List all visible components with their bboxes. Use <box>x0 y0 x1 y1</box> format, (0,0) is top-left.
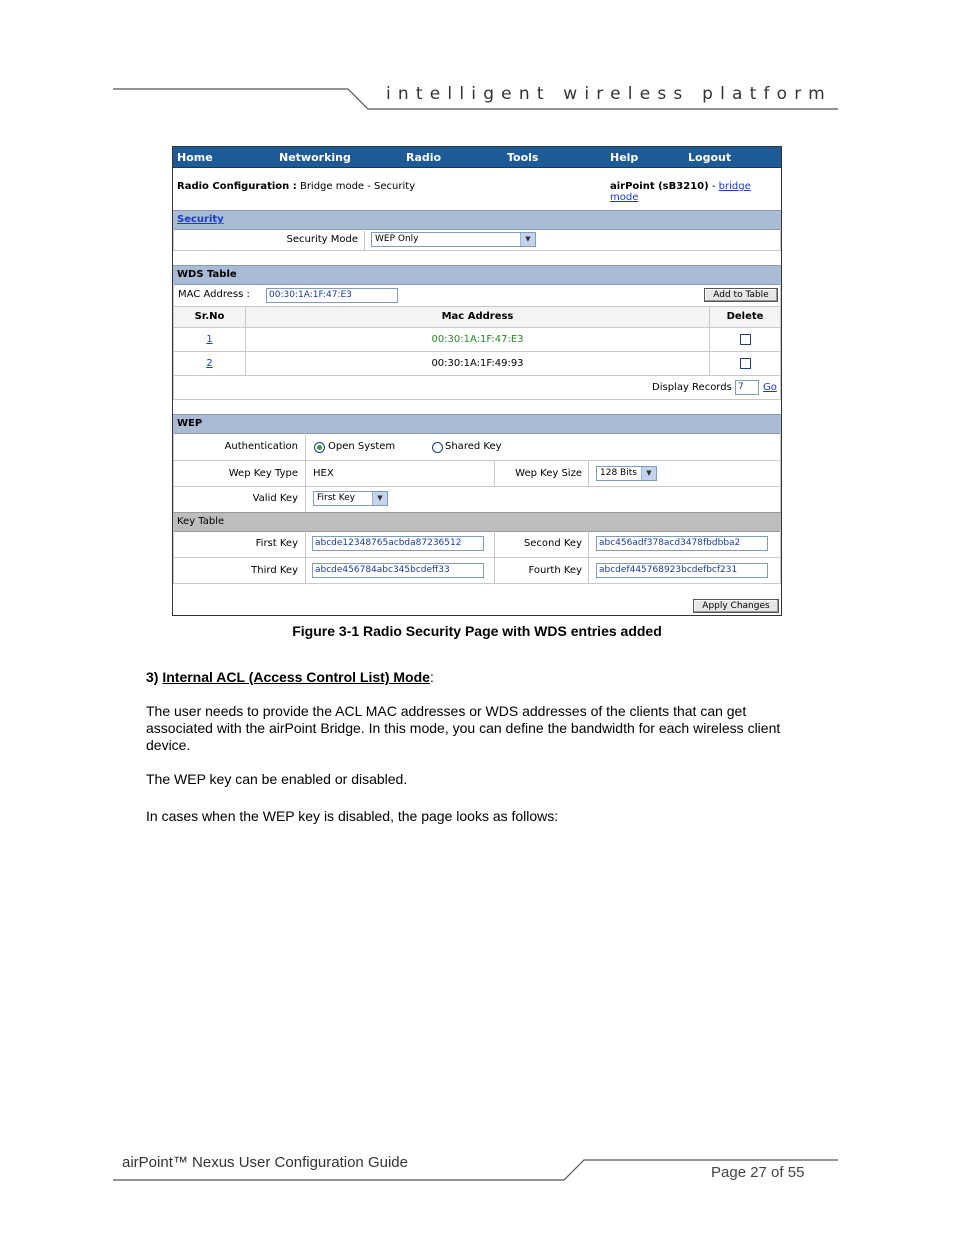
display-records-label: Display Records <box>652 382 732 393</box>
wds-mac-row <box>173 284 781 307</box>
nav-help[interactable]: Help <box>610 151 639 164</box>
third-key-label: Third Key <box>251 565 298 576</box>
go-link[interactable]: Go <box>763 382 777 393</box>
table-row <box>173 352 781 376</box>
chevron-down-icon: ▼ <box>372 492 387 505</box>
auth-open-radio[interactable] <box>314 442 325 453</box>
nav-logout[interactable]: Logout <box>688 151 732 164</box>
page-number: Page 27 of 55 <box>711 1164 805 1181</box>
key-type-row <box>173 461 781 487</box>
valid-key-row <box>173 487 781 513</box>
apply-changes-button[interactable]: Apply Changes <box>693 599 779 613</box>
paragraph-1: The user needs to provide the ACL MAC addresses or WDS addresses of the clients that can get associated with the airPoint Bridge. In this mode, you can define the bandwidth for each wireless client device. <box>146 703 781 753</box>
key-table-header <box>173 512 781 532</box>
breadcrumb <box>177 181 415 192</box>
wep-section-header <box>173 414 781 434</box>
nav-networking[interactable]: Networking <box>279 151 351 164</box>
radio-security-screenshot <box>172 146 782 616</box>
security-mode-value: WEP Only <box>375 234 419 244</box>
nav-home[interactable]: Home <box>177 151 213 164</box>
key-size-select[interactable] <box>596 466 657 481</box>
top-nav <box>173 147 781 168</box>
key-row-2 <box>173 558 781 584</box>
col-srno: Sr.No <box>194 311 225 322</box>
footer-title: airPoint™ Nexus User Configuration Guide <box>122 1154 408 1171</box>
wds-header: WDS Table <box>177 269 237 280</box>
valid-key-select[interactable] <box>313 491 388 506</box>
auth-shared-radio[interactable] <box>432 442 443 453</box>
first-key-label: First Key <box>255 538 298 549</box>
wds-table-header-row <box>173 307 781 328</box>
second-key-input[interactable]: abc456adf378acd3478fbdbba2 <box>596 536 768 551</box>
valid-key-label: Valid Key <box>252 493 298 504</box>
key-size-value: 128 Bits <box>600 468 637 478</box>
key-type-label: Wep Key Type <box>228 468 298 479</box>
col-delete: Delete <box>726 311 764 322</box>
valid-key-value: First Key <box>317 493 356 503</box>
auth-label: Authentication <box>224 441 298 452</box>
section-suffix: : <box>429 669 434 685</box>
row-1-delete-checkbox[interactable] <box>740 334 751 345</box>
section-title: Internal ACL (Access Control List) Mode <box>162 669 430 685</box>
col-mac: Mac Address <box>441 311 514 322</box>
display-records-row <box>173 376 781 400</box>
breadcrumb-title: Radio Configuration : <box>177 181 297 192</box>
row-2-delete-checkbox[interactable] <box>740 358 751 369</box>
row-2-mac: 00:30:1A:1F:49:93 <box>431 358 524 369</box>
nav-tools[interactable]: Tools <box>507 151 539 164</box>
device-sep: - <box>711 181 716 192</box>
chevron-down-icon: ▼ <box>641 467 656 480</box>
first-key-input[interactable]: abcde12348765acbda87236512 <box>312 536 484 551</box>
display-records-input[interactable]: 7 <box>735 380 759 395</box>
key-type-value: HEX <box>313 468 334 479</box>
auth-row <box>173 433 781 461</box>
bridge-mode-link[interactable]: bridge mode <box>610 181 751 203</box>
key-size-label: Wep Key Size <box>515 468 582 479</box>
auth-shared-label: Shared Key <box>445 441 502 452</box>
nav-radio[interactable]: Radio <box>406 151 442 164</box>
section-number: 3) <box>146 669 159 685</box>
figure-caption: Figure 3-1 Radio Security Page with WDS entries added <box>292 623 662 639</box>
section-heading <box>146 669 796 686</box>
paragraph-2: The WEP key can be enabled or disabled. <box>146 771 408 787</box>
paragraph-3: In cases when the WEP key is disabled, the page looks as follows: <box>146 808 559 824</box>
wds-mac-label: MAC Address : <box>178 289 250 300</box>
key-table-title: Key Table <box>177 516 225 527</box>
fourth-key-label: Fourth Key <box>528 565 582 576</box>
header-tagline: intelligent wireless platform <box>386 84 832 104</box>
wep-header: WEP <box>177 418 203 429</box>
row-1-mac: 00:30:1A:1F:47:E3 <box>431 334 524 345</box>
security-mode-select[interactable] <box>371 232 536 247</box>
row-2-srno[interactable]: 2 <box>206 358 213 369</box>
security-section-header <box>173 210 781 230</box>
table-row <box>173 328 781 352</box>
security-mode-row <box>173 229 781 251</box>
security-link[interactable]: Security <box>177 214 224 225</box>
wds-section-header <box>173 265 781 285</box>
fourth-key-input[interactable]: abcdef445768923bcdefbcf231 <box>596 563 768 578</box>
chevron-down-icon: ▼ <box>520 233 535 246</box>
key-row-1 <box>173 531 781 558</box>
auth-open-label: Open System <box>328 441 396 452</box>
device-info <box>610 181 781 203</box>
second-key-label: Second Key <box>523 538 582 549</box>
row-1-srno[interactable]: 1 <box>206 334 213 345</box>
device-name: airPoint (sB3210) <box>610 181 709 192</box>
add-to-table-button[interactable]: Add to Table <box>704 288 778 302</box>
third-key-input[interactable]: abcde456784abc345bcdeff33 <box>312 563 484 578</box>
wds-mac-input[interactable]: 00:30:1A:1F:47:E3 <box>266 288 398 303</box>
security-mode-label: Security Mode <box>286 234 358 245</box>
breadcrumb-path: Bridge mode - Security <box>299 181 416 192</box>
